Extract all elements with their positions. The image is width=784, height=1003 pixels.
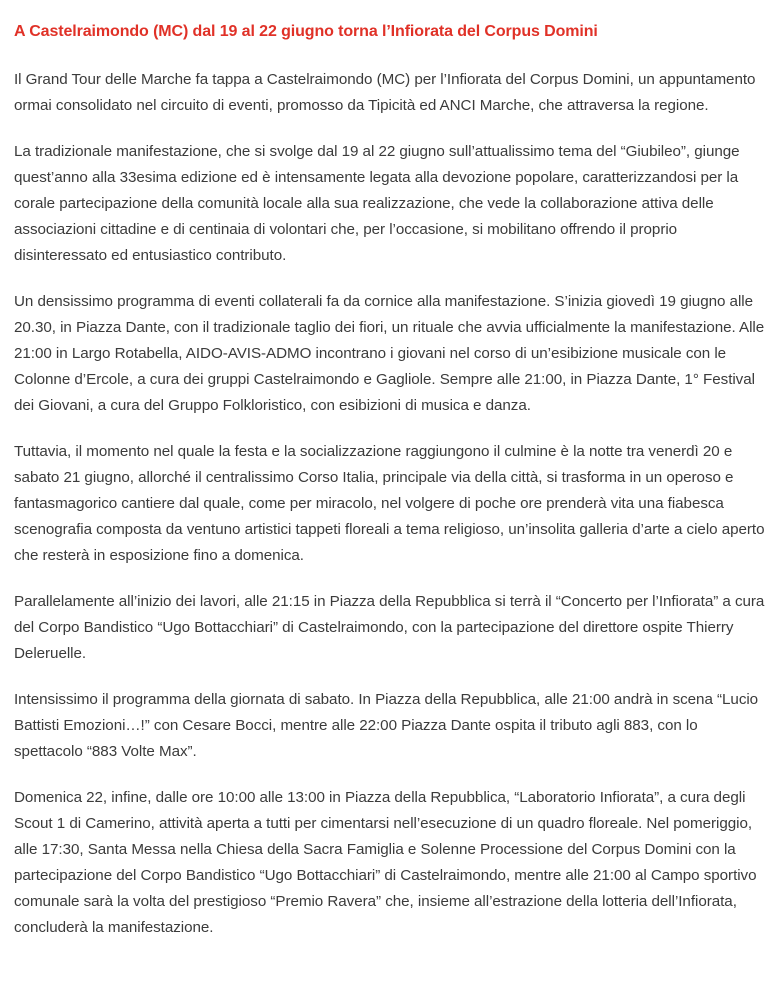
article-paragraph: Intensissimo il programma della giornata di sabato. In Piazza della Repubblica, alle 21:00 andrà in scena “Lucio Battisti Emozioni…!” con Cesare Bocci, mentre alle 22:00 Piazza Dante ospita il tributo agli 883, con lo spettacolo “883 Volte Max”. — [14, 691, 759, 760]
article-paragraph: Il Grand Tour delle Marche fa tappa a Castelraimondo (MC) per l’Infiorata del Corpus Domini, un appuntamento ormai consolidato nel circuito di eventi, promosso da Tipicità ed ANCI Marche, che attraversa la regione. — [14, 71, 756, 114]
article-paragraph: Domenica 22, infine, dalle ore 10:00 alle 13:00 in Piazza della Repubblica, “Laboratorio Infiorata”, a cura degli Scout 1 di Camerino, attività aperta a tutti per cimentarsi nell’esecuzione di un quadro floreale. Nel pomeriggio, alle 17:30, Santa Messa nella Chiesa della Sacra Famiglia e Solenne Processione del Corpus Domini con la partecipazione del Corpo Bandistico “Ugo Bottacchiari” di Castelraimondo, mentre alle 21:00 al Campo sportivo comunale sarà la volta del prestigioso “Premio Ravera” che, insieme all’estrazione della lotteria dell’Infiorata, concluderà la manifestazione. — [14, 789, 757, 936]
article-paragraph: La tradizionale manifestazione, che si svolge dal 19 al 22 giugno sull’attualissimo tema del “Giubileo”, giunge quest’anno alla 33esima edizione ed è intensamente legata alla devozione popolare, caratterizzandosi per la corale partecipazione della comunità locale alla sua realizzazione, che vede la collaborazione attiva delle associazioni cittadine e di centinaia di volontari che, per l’occasione, si mobilitano offrendo il proprio disinteressato ed entusiastico contributo. — [14, 143, 740, 264]
article-paragraph: Un densissimo programma di eventi collaterali fa da cornice alla manifestazione. S’inizia giovedì 19 giugno alle 20.30, in Piazza Dante, con il tradizionale taglio dei fiori, un rituale che avvia ufficialmente la manifestazione. Alle 21:00 in Largo Rotabella, AIDO-AVIS-ADMO incontrano i giovani nel corso di un’esibizione musicale con le Colonne d’Ercole, a cura dei gruppi Castelraimondo e Gagliole. Sempre alle 21:00, in Piazza Dante, 1° Festival dei Giovani, a cura del Gruppo Folkloristico, con esibizioni di musica e danza. — [14, 293, 765, 414]
article-paragraph: Parallelamente all’inizio dei lavori, alle 21:15 in Piazza della Repubblica si terrà il “Concerto per l’Infiorata” a cura del Corpo Bandistico “Ugo Bottacchiari” di Castelraimondo, con la partecipazione del direttore ospite Thierry Deleruelle. — [14, 593, 765, 662]
article-paragraph: Tuttavia, il momento nel quale la festa e la socializzazione raggiungono il culmine è la notte tra venerdì 20 e sabato 21 giugno, allorché il centralissimo Corso Italia, principale via della città, si trasforma in un operoso e fantasmagorico cantiere dal quale, come per miracolo, nel volgere di poche ore prenderà vita una fiabesca scenografia composta da ventuno artistici tappeti floreali a tema religioso, un’insolita galleria d’arte a cielo aperto che resterà in esposizione fino a domenica. — [14, 443, 765, 564]
article-title: A Castelraimondo (MC) dal 19 al 22 giugno torna l’Infiorata del Corpus Domini — [14, 23, 598, 40]
